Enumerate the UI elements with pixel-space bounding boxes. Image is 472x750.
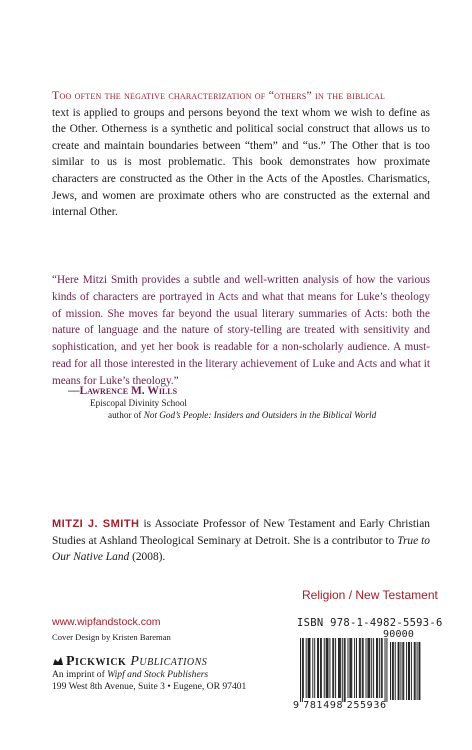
publisher-name-suffix: Publications [130,654,208,669]
barcode-bar [342,638,343,702]
barcode-bar [312,638,313,698]
barcode-bar [351,638,352,698]
barcode-bar [314,638,315,698]
publisher-name [66,654,207,669]
publisher-imprint [52,669,208,681]
barcode-bar [381,638,382,698]
barcode-addon-bar [402,642,403,700]
barcode-bar [303,638,304,698]
publisher-website-link[interactable]: www.wipfandstock.com [52,616,161,628]
endorsement-attribution [68,385,376,421]
endorser-affiliation: Episcopal Divinity School [90,398,187,408]
barcode-addon-bar [398,642,399,700]
barcode-bar [333,638,334,698]
endorser-name: —Lawrence M. Wills [68,385,178,397]
endorser-book-prefix: author of [108,409,144,420]
barcode-addon-bar [419,642,420,700]
barcode-bar [308,638,309,698]
barcode-bar [321,638,322,698]
barcode-bar [385,638,386,702]
barcode-addon-bar [399,642,400,700]
barcode-bar [335,638,336,698]
barcode-bar [310,638,311,698]
book-description [52,87,430,221]
barcode-bar [339,638,340,698]
barcode-bar [327,638,328,698]
barcode-bar [366,638,367,698]
barcode-bar [324,638,325,698]
bio-book-title: True to Our Native Land [52,534,430,564]
bio-text-end: (2008). [129,551,166,564]
barcode-addon-bar [393,642,394,700]
bio-text: is Associate Professor of New Testament and Early Christian Studies at Ashland Theological Seminary at Detroit. She is a contributor to [52,518,430,547]
barcode-bar [329,638,330,698]
barcode-bar [377,638,378,698]
barcode-bar [338,638,339,698]
barcode-bar [356,638,357,698]
barcode-bar [379,638,380,698]
barcode-bar [369,638,370,698]
barcode-digits: 9 781498 255936 [293,700,387,711]
barcode-addon-bar [408,642,409,700]
barcode-bar [340,638,341,698]
barcode-bar [326,638,327,698]
pickwick-emblem-icon [52,656,64,666]
author-name: MITZI J. SMITH [52,518,140,530]
barcode-bar [376,638,377,698]
barcode-bar [359,638,360,698]
barcode-bar [350,638,351,698]
barcode-bar [360,638,361,698]
category-label: Religion / New Testament [302,588,438,602]
barcode-bar [300,638,301,702]
barcode-addon-bar [414,642,415,700]
publisher-name-prefix: Pickwick [66,654,131,669]
barcode-addon-bar [403,642,404,700]
barcode-addon-bar [392,642,393,700]
description-lead: Too often the negative characterization of “others” in the biblical [52,88,386,102]
endorsement-quote: “Here Mitzi Smith provides a subtle and well-written analysis of how the various kinds of characters are portrayed in Acts and what that means for Luke’s theology of mission. She moves far beyond the usual literary summaries of Acts: both the nature of language and the nature of story-telling are treated with sensitivity and sophistication, and yet her book is readable for a non-scholarly audience. A must-read for all those interested in the literary achievement of Luke and Acts and what it means for Luke’s theology.” [52,274,430,387]
barcode-bar [306,638,307,698]
barcode-bar [320,638,321,698]
barcode-addon-bar [400,642,401,700]
barcode-bar [349,638,350,698]
barcode-addon-bar [415,642,416,700]
isbn-label: ISBN 978-1-4982-5593-6 [297,617,443,629]
imprint-prefix: An imprint of [52,669,108,680]
barcode-bar [344,638,345,702]
endorser-book [108,410,376,422]
cover-design-credit: Cover Design by Kristen Bareman [52,632,171,642]
barcode-addon-bar [417,642,418,700]
imprint-name: Wipf and Stock Publishers [107,669,209,680]
barcode-bar [367,638,368,698]
barcode-bar [348,638,349,698]
barcode-bar [318,638,319,698]
barcode-bar [332,638,333,698]
barcode-addon-digits: 90000 [383,629,415,640]
barcode-bar [345,638,346,702]
barcode-bar [382,638,383,698]
barcode-bar [368,638,369,698]
barcode-addon-bar [395,642,396,700]
endorser-book-title: Not God’s People: Insiders and Outsiders in the Biblical World [143,409,377,420]
barcode-addon-bar [419,642,420,700]
barcode-addon-bar [409,642,410,700]
barcode-addon-bar [406,642,407,700]
description-body: text is applied to groups and persons beyond the text whom we wish to define as the Other. Otherness is a synthetic and political social construct that allows us to create and maintain boundaries between “them” and “us.” The Other that is too similar to us is most problematic. This book demonstrates how proximate characters are constructed as the Other in the Acts of the Apostles. Charismatics, Jews, and women are proximate others who are constructed as the external and internal Other. [52,106,430,219]
barcode-bar [302,638,303,702]
barcode-addon-bar [390,642,391,700]
barcode-bar [328,638,329,698]
publisher-address: 199 West 8th Avenue, Suite 3 • Eugene, OR 97401 [52,681,247,692]
barcode-bar [386,638,387,702]
barcode-bar [371,638,372,698]
barcode-bar [309,638,310,698]
barcode-addon-bar [411,642,412,700]
barcode-bar [362,638,363,698]
barcode-bar [354,638,355,698]
author-bio [52,516,430,566]
barcode-bar [317,638,318,698]
barcode-bar [363,638,364,698]
publisher-logo [52,652,207,670]
barcode-bar [373,638,374,698]
